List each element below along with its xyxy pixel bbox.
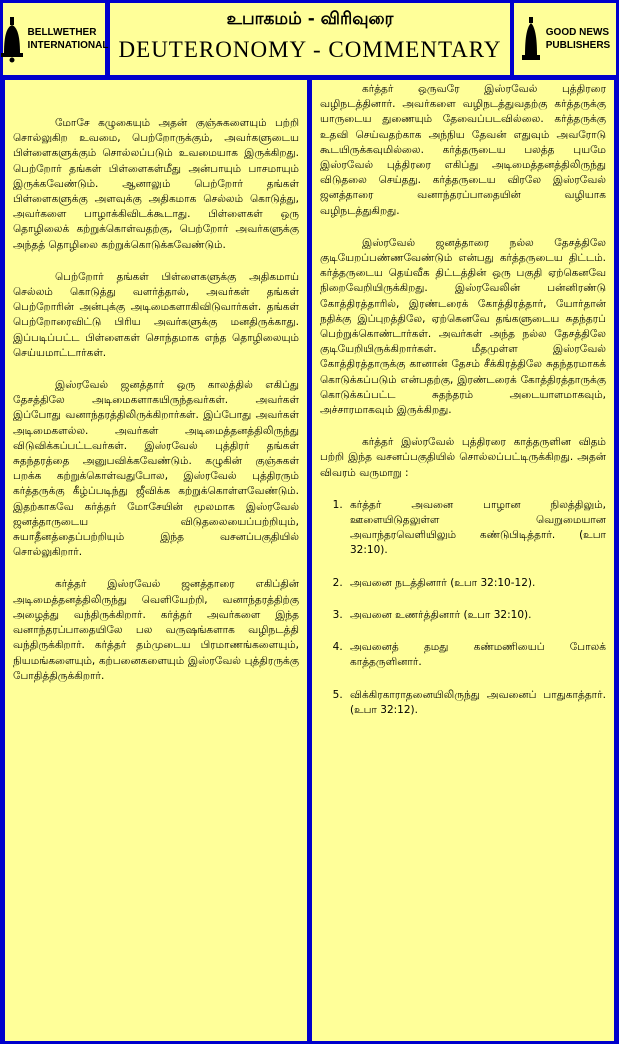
list-item: 3. அவனை உணர்த்தினார் (உபா 32:10). (346, 608, 606, 623)
list-item: 2. அவனை நடத்தினார் (உபா 32:10-12). (346, 576, 606, 591)
bell-icon (0, 15, 24, 63)
list-item: 5. விக்கிரகாராதனையிலிருந்து அவனைப் பாதுகாத்தார். (உபா 32:12). (346, 688, 606, 718)
numbered-list (320, 498, 606, 718)
list-item: 4. அவனைத் தமது கண்மணியைப் போலக் காத்தருளினார். (346, 640, 606, 670)
tamil-title: உபாகமம் - விரிவுரை (226, 9, 394, 29)
paragraph: கர்த்தர் ஒருவரே இஸ்ரவேல் புத்திரரை வழிநடத்தினார். அவர்களை வழிநடத்துவதற்கு கர்த்தருக்கு யாருடைய துணையும் தேவைப்படவில்லை. கர்த்தருக்கு உதவி செய்வதற்காக அந்நிய தேவன் எதுவும் அவரோடு கூடயிருக்கவுமில்லை. கர்த்தருடைய பலத்த புயமே இஸ்ரவேல் புத்திரரை எகிப்து அடிமைத்தனத்திலிருந்து விடுதலை செய்தது. கர்த்தருடைய விரலே இஸ்ரவேல் ஜனத்தாரை வனாந்தரப்பாதையின் வழியாக வழிநடத்துகிறது. (320, 83, 606, 217)
paragraph: இஸ்ரவேல் ஜனத்தார் ஒரு காலத்தில் எகிப்து தேசத்திலே அடிமைகளாகயிருந்தவர்கள். அவர்கள் இப்போது வனாந்தரத்திலிருக்கிறார்கள். இப்போது அவர்கள் அடிமைகளல்ல. அவர்கள் அடிமைத்தனத்திலிருந்து விடுவிக்கப்பட்டவர்கள். இஸ்ரவேல் புத்திரர் தங்கள் சுதந்தரத்தை அனுபவிக்கவேண்டும். கழுகின் குஞ்சுகள் பறக்க கற்றுக்கொள்வதுபோல, இஸ்ரவேல் புத்திரரும் கர்த்தருக்கு கீழ்ப்படிந்து ஜீவிக்க கற்றுக்கொள்ளவேண்டும். இதற்காகவே கர்த்தர் மோசேயின் மூலமாக இஸ்ரவேல் ஜனத்தாருடைய விடுதலையைப்பற்றியும், சுயாதீனத்தைப்பற்றியும் இந்த வசனப்பகுதியில் சொல்லுகிறார். (13, 379, 299, 559)
logo-left-line2: INTERNATIONAL (27, 40, 109, 51)
good-news-logo (514, 3, 616, 75)
good-news-logo-text (546, 26, 610, 52)
logo-right-line1: GOOD NEWS (545, 27, 610, 38)
bellwether-logo-text (28, 26, 109, 52)
logo-left-line1: BELLWETHER (27, 27, 97, 38)
english-title: DEUTERONOMY - COMMENTARY (118, 37, 502, 62)
paragraph: இஸ்ரவேல் ஜனத்தாரை நல்ல தேசத்திலே குடியேறப்பண்ணவேண்டும் என்பது கர்த்தருடைய திட்டம். கர்த்தருடைய தெய்வீக திட்டத்தின் ஒரு பகுதி ஏற்கெனவே நிறைவேறியிருக்கிறது. இஸ்ரவேலின் பன்னிரண்டு கோத்திரத்தாரில், இரண்டரைக் கோத்திரத்தார், யோர்தான் நதிக்கு இப்புறத்திலே, ஏற்கெனவே தங்களுடைய சுதந்தரப் பெற்றுக்கொண்டார்கள். அவர்கள் அந்த நல்ல தேசத்திலே குடியேறியிருக்கிறார்கள். மீதமுள்ள இஸ்ரவேல் கோத்திரத்தாருக்கு கானான் தேசம் சீக்கிரத்திலே சுதந்தரமாகக் கொடுக்கப்படும் என்பதற்கு, இரண்டரைக் கோத்திரத்தாருக்கு கொடுக்கப்பட்ட சுதந்தரம் அடையாளமாகவும், அச்சாரமாகவும் இருக்கிறது. (320, 236, 606, 417)
paragraph: பெற்றோர் தங்கள் பிள்ளைகளுக்கு அதிகமாய் செல்லம் கொடுத்து வளர்த்தால், அவர்கள் தங்கள் பெற்றோரின் அன்புக்கு அடிமைகளாகிவிடுவார்கள். தங்கள் பெற்றோரைவிட்டு பிரிய அவர்களுக்கு மனதிருக்காது. இப்படிப்பட்ட பிள்ளைகள் சொந்தமாக எந்த தொழிலையும் செய்யமாட்டார்கள். (13, 270, 299, 359)
right-column (312, 80, 614, 1041)
paragraph: மோசே கழுகையும் அதன் குஞ்சுகளையும் பற்றி சொல்லுகிற உவமை, பெற்றோருக்கும், அவர்களுடைய பிள்ளைகளுக்கும் சொல்லப்படும் உவமையாக இருக்கிறது. பெற்றோர் தங்கள் பிள்ளைகள்மீது அன்பாயும் பாசமாயும் இருக்கவேண்டும். ஆனாலும் பெற்றோர் தங்கள் பிள்ளைகளுக்கு அளவுக்கு அதிகமாக செல்லம் கொடுத்து, அவர்களை பாழாக்கிவிடக்கூடாது. பிள்ளைகள் ஒரு தொழிலைக் கற்றுக்கொள்வதற்கு, பெற்றோர் அவர்களுக்கு அந்தத் தொழிலை கற்றுக்கொடுக்கவேண்டும். (13, 117, 299, 251)
paragraph: கர்த்தர் இஸ்ரவேல் ஜனத்தாரை எகிப்தின் அடிமைத்தனத்திலிருந்து வெளியேற்றி, வனாந்தரத்திற்கு அழைத்து வந்திருக்கிறார். கர்த்தர் அவர்களை இந்த வனாந்தரப்பாதையிலே பல வருஷங்களாக வழிநடத்தி வந்திருக்கிறார். கர்த்தர் தம்முடைய பிரமாணங்களையும், நியமங்களையும், கற்பனைகளையும் இஸ்ரவேல் புத்திரருக்கு போதித்திருக்கிறார். (13, 578, 299, 682)
logo-right-line2: PUBLISHERS (545, 40, 611, 51)
left-column (5, 80, 307, 1041)
title-banner (110, 3, 510, 75)
lamp-icon (520, 15, 542, 63)
list-item: 1. கர்த்தர் அவனை பாழான நிலத்திலும், ஊளையிடுதலுள்ள வெறுமையான அவாந்தரவெளியிலும் கண்டுபிடித்தார். (உபா 32:10). (346, 498, 606, 559)
bellwether-logo (3, 3, 109, 75)
paragraph: கர்த்தர் இஸ்ரவேல் புத்திரரை காத்தருளின விதம் பற்றி இந்த வசனப்பகுதியில் சொல்லப்பட்டிருக்கிறது. அதன் விவரம் வருமாறு : (320, 436, 606, 479)
